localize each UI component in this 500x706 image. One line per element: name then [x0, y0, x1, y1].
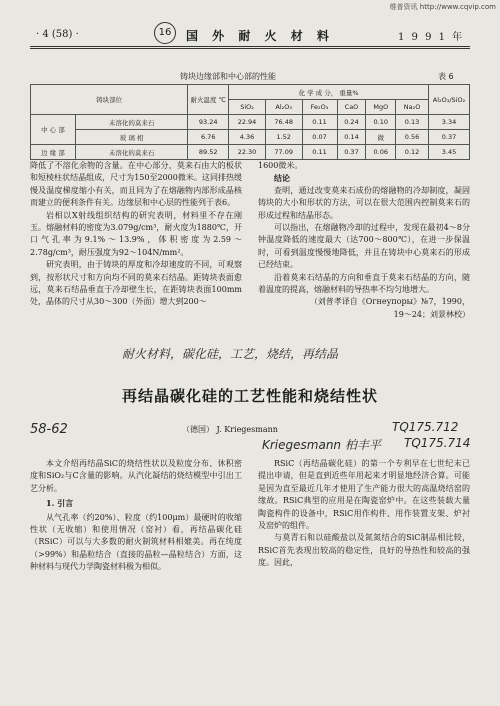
composition-table	[30, 84, 470, 160]
body-paragraph: 1600微米。	[258, 161, 303, 170]
table-cell-phase: 未溶化的莫来石	[76, 145, 188, 160]
table-cell: 0.11	[302, 145, 337, 160]
body-paragraph: RSiC（再结晶碳化硅）的第一个专利早在七世纪末已提出申请，但是直到近些年用起来才明显地经济合算。可能是因为直至最近几年才使用了生产能力很大的高温烧结窑的缘故。RSiC典型的应用是在陶瓷窑炉中。在这些装载大量陶瓷构件的设备中，RSiC用作构件、用作装置支架、炉衬及窑炉的组件。	[258, 459, 470, 531]
table-cell: 0.06	[366, 145, 396, 160]
column-header-component: Al₂O₃	[265, 100, 302, 115]
table-cell: 6.76	[188, 130, 229, 145]
previous-article-right-column	[258, 160, 470, 321]
journal-title: 国 外 耐 火 材 料	[186, 29, 334, 43]
table-cell: 3.45	[429, 145, 470, 160]
table-cell: 0.12	[396, 145, 429, 160]
page-number: · 4 (58) ·	[36, 29, 79, 40]
abstract-paragraph: 本文介绍再结晶SiC的烧结性状以及粒度分布、休积密度和SiO₂与C含量的影响。从汽化凝结的烧结模型中引出工艺分析。	[30, 459, 242, 493]
handwritten-classification-code: TQ175.712	[392, 420, 459, 434]
table-cell: 4.36	[229, 130, 266, 145]
table-cell-phase: 玻 璃 相	[76, 130, 188, 145]
table-cell: 0.07	[302, 130, 337, 145]
table-cell: 0.10	[366, 115, 396, 130]
body-paragraph: 从气孔率（约20%）、粒度（约100μm）最硬时的收缩性状（无收缩）和使用情况（窑衬）看，再结晶碳化硅（RSiC）可以与大多数的耐火制筑材料相媲美。再在纯度（>99%）和晶粒结合（直接的晶粒—晶粒结合）方面，这种材料与现代力学陶瓷材料极为相似。	[30, 512, 242, 572]
column-header-temperature: 耐火温度 ℃	[188, 85, 229, 115]
body-paragraph: 降低了不溶化余物的含量。在中心部分，莫来石由大的板状和短棱柱状结晶组成，尺寸为150至2000微米。这同排热缓慢及温度梯度缩小有关，而且同为了在熔融物内部形成晶核而建立的便利条件有关。边缘层和中心层的性能列于表6。	[30, 161, 242, 208]
table-cell: 0.14	[337, 130, 366, 145]
column-header-component: Fe₂O₃	[302, 100, 337, 115]
header-rule	[30, 46, 470, 47]
table-cell: 1.52	[265, 130, 302, 145]
table-cell: 0.37	[337, 145, 366, 160]
handwritten-page-range: 58-62	[30, 422, 68, 437]
table-cell: 22.94	[229, 115, 266, 130]
body-paragraph: 查明，通过改变莫来石成份的熔融物的冷却制度，凝固铸块的大小和形状的方法，可以在很大范围内控制莫来石的形成过程和结晶形态。	[258, 185, 470, 220]
handwritten-keywords: 耐火材料，碳化硅，工艺，烧结，再结晶	[122, 347, 339, 361]
table-cell-position: 边 缘 部	[31, 145, 76, 160]
table-cell: 89.52	[188, 145, 229, 160]
article-right-column	[258, 458, 470, 570]
body-paragraph: 研究表明，由于铸块的厚度和冷却速度的不同，可观察到，按形状尺寸和方向均不同的莫来石结晶。距铸块表面愈远，莫来石结晶垂直于冷却壁生长，在距铸块表面100mm处，晶体的尺寸从30～300（外面）增大到200～	[30, 260, 242, 307]
column-header-component: CaO	[337, 100, 366, 115]
section-heading-conclusion: 结论	[274, 173, 290, 184]
article-title: 再结晶碳化硅的工艺性能和烧结性状	[121, 387, 378, 405]
table-cell: 76.48	[265, 115, 302, 130]
column-header-ratio: Al₂O₃/SiO₂	[429, 85, 470, 115]
handwritten-page-mark: 16	[154, 22, 176, 44]
body-paragraph: 与莫青石和以硅酸盐以及氮氮结合的SiC制品相比较，RSiC首先表现出较高的稳定性，良好的导热性和较高的强度。因此，	[258, 533, 470, 568]
table-cell: 0.37	[429, 130, 470, 145]
article-author: （德国） J. Kriegesmann	[182, 425, 278, 434]
table-cell: 微	[366, 130, 396, 145]
table-row	[31, 145, 470, 160]
table-number: 表 6	[438, 72, 454, 81]
table-cell: 3.34	[429, 115, 470, 130]
table-cell: 0.24	[337, 115, 366, 130]
translation-citation: （刘普孝译自《Огнеупоры》№7，1990，	[309, 297, 470, 307]
translation-citation: 19～24；刘景林校）	[393, 309, 470, 319]
previous-article-left-column	[30, 160, 242, 309]
table-cell-position: 中 心 部	[31, 115, 76, 145]
table-row	[31, 115, 470, 130]
column-header-component: SiO₂	[229, 100, 266, 115]
table-row	[31, 130, 470, 145]
table-cell: 0.13	[396, 115, 429, 130]
table-cell-phase: 未溶化的莫来石	[76, 115, 188, 130]
column-header-position: 铸块部位	[31, 85, 188, 115]
publication-year: 1 9 9 1 年	[398, 32, 465, 43]
column-header-component: MgO	[366, 100, 396, 115]
column-header-component: Na₂O	[396, 100, 429, 115]
table-cell: 0.11	[302, 115, 337, 130]
table-title: 铸块边缘部和中心部的性能	[180, 72, 276, 81]
handwritten-author-note: Kriegesmann 柏丰平	[262, 438, 381, 452]
body-paragraph: 岩相以X射线组织结构的研究表明，材料里不存在刚玉。熔融材料的密度为3.079g/cm³，耐火度为1880℃，开口气孔率为9.1%～13.9%，体积密度为2.59～2.78g/cm³，耐压强度为92～104N/mm²。	[30, 210, 242, 257]
table-cell: 22.30	[229, 145, 266, 160]
body-paragraph: 可以指出，在熔融物冷却的过程中，发现在最初4～8分钟温度降低的速度最大（达700～800℃），在进一步保温时，可看到温度慢慢地降低，并且在铸块中心莫来石的形成已经结束。	[258, 223, 470, 270]
header-rule-2	[30, 48, 470, 49]
table-cell: 0.56	[396, 130, 429, 145]
body-paragraph: 沿着莫来石结晶的方向和垂直于莫来石结晶的方向，随着温度的提高，熔融材料的导热率不均匀地增大。	[258, 272, 470, 295]
article-left-column	[30, 458, 242, 574]
table-cell: 93.24	[188, 115, 229, 130]
section-heading-introduction: 1. 引言	[46, 498, 74, 509]
handwritten-classification-code: TQ175.714	[404, 436, 471, 450]
column-header-composition: 化 学 成 分， 重量%	[229, 85, 429, 100]
table-cell: 77.09	[265, 145, 302, 160]
watermark: 维普资讯 http://www.cqvip.com	[389, 3, 496, 11]
